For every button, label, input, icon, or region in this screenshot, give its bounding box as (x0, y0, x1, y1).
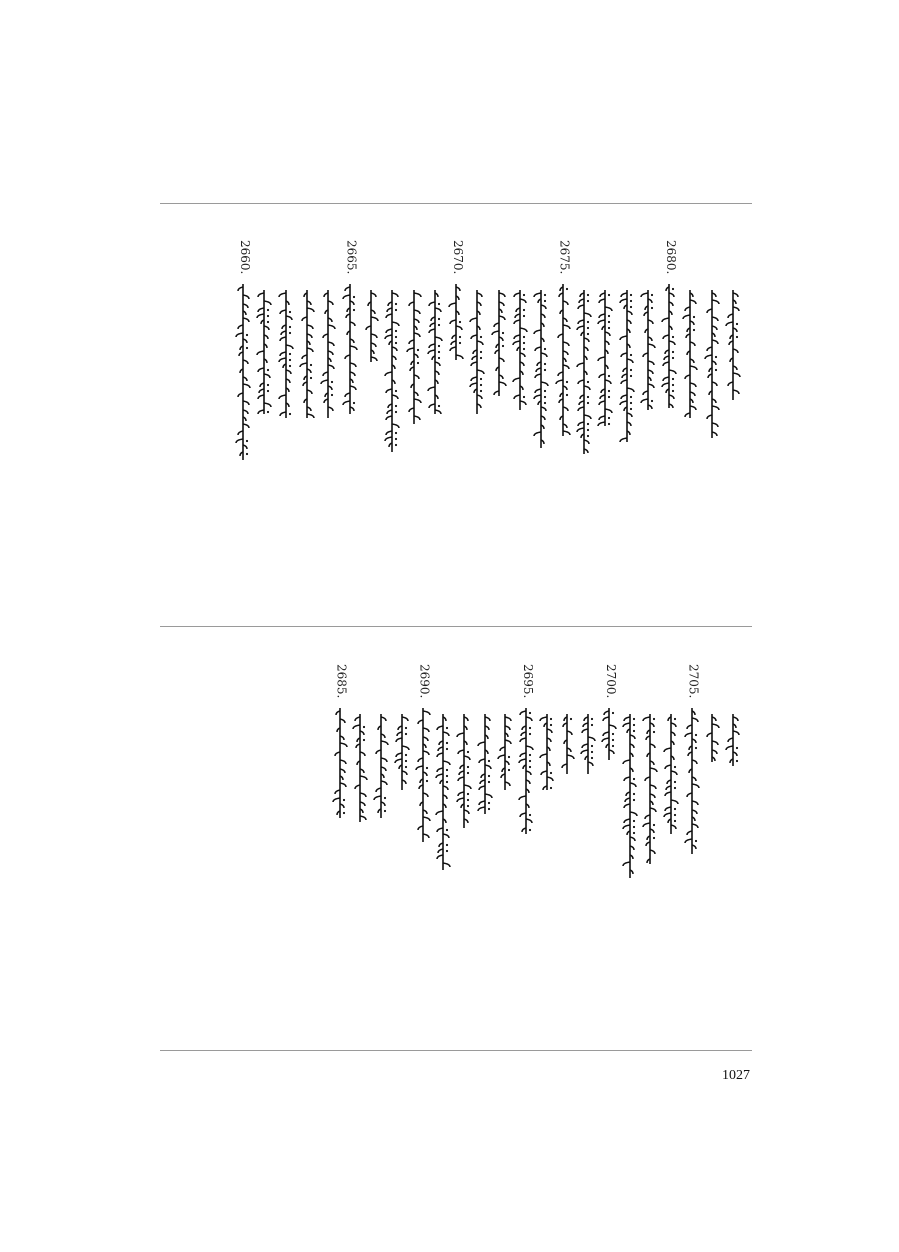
verse-column (554, 240, 572, 490)
mongolian-script-line (496, 714, 514, 790)
mongolian-script-line (476, 714, 494, 814)
verse-number: 2675. (557, 240, 572, 275)
mongolian-script-line (393, 714, 411, 790)
mongolian-script-line (434, 714, 452, 870)
verse-column (434, 664, 452, 914)
mongolian-script-line (277, 290, 295, 418)
verse-column (277, 240, 295, 490)
mongolian-script-line (405, 290, 423, 424)
verse-number: 2665. (344, 240, 359, 275)
mongolian-script-line (426, 290, 444, 414)
verse-column (362, 240, 380, 490)
verse-number: 2690. (417, 664, 432, 699)
verse-column (455, 664, 473, 914)
verse-number: 2660. (238, 240, 253, 275)
mongolian-script-line (234, 284, 252, 460)
mongolian-script-line (600, 708, 618, 760)
mongolian-script-line (683, 708, 701, 854)
top-rule (160, 203, 752, 204)
mongolian-script-line (255, 290, 273, 414)
verse-column (639, 240, 657, 490)
verse-column (331, 664, 349, 914)
mongolian-script-line (703, 714, 721, 762)
mongolian-script-line (298, 290, 316, 418)
verse-column (703, 664, 721, 914)
verse-column (372, 664, 390, 914)
verse-column (681, 240, 699, 490)
mongolian-script-line (341, 284, 359, 414)
mongolian-script-line (319, 290, 337, 418)
verse-column (703, 240, 721, 490)
verse-column (558, 664, 576, 914)
bottom-text-panel (160, 664, 752, 914)
verse-column (517, 664, 535, 914)
mongolian-script-line (641, 714, 659, 864)
mongolian-script-line (554, 284, 572, 436)
mongolian-script-line (455, 714, 473, 828)
mongolian-script-line (383, 290, 401, 452)
mongolian-script-line (468, 290, 486, 414)
verse-column (641, 664, 659, 914)
mongolian-script-line (447, 284, 465, 360)
mongolian-script-line (362, 290, 380, 362)
verse-column (319, 240, 337, 490)
verse-column (476, 664, 494, 914)
mongolian-script-line (703, 290, 721, 438)
verse-number: 2685. (334, 664, 349, 699)
verse-column (724, 240, 742, 490)
mongolian-script-line (490, 290, 508, 396)
verse-column (490, 240, 508, 490)
verse-column (621, 664, 639, 914)
mongolian-script-line (724, 714, 742, 766)
mongolian-script-line (351, 714, 369, 822)
verse-column (298, 240, 316, 490)
mongolian-script-line (575, 290, 593, 454)
verse-column (683, 664, 701, 914)
mongolian-script-line (618, 290, 636, 442)
mongolian-script-line (621, 714, 639, 878)
verse-column (532, 240, 550, 490)
verse-number: 2680. (664, 240, 679, 275)
verse-number: 2700. (603, 664, 618, 699)
verse-column (600, 664, 618, 914)
mongolian-script-line (662, 714, 680, 834)
mongolian-script-line (532, 290, 550, 448)
mongolian-script-line (724, 290, 742, 400)
verse-column (414, 664, 432, 914)
mongolian-script-line (579, 714, 597, 774)
mongolian-script-line (596, 290, 614, 426)
middle-rule (160, 626, 752, 627)
verse-column (341, 240, 359, 490)
mongolian-script-line (639, 290, 657, 410)
mongolian-script-line (660, 284, 678, 408)
top-text-panel (160, 240, 752, 490)
verse-column (596, 240, 614, 490)
verse-number: 2670. (451, 240, 466, 275)
verse-column (255, 240, 273, 490)
bottom-rule (160, 1050, 752, 1051)
verse-column (496, 664, 514, 914)
mongolian-script-line (511, 290, 529, 410)
verse-column (405, 240, 423, 490)
page-number: 1027 (722, 1068, 750, 1083)
verse-column (538, 664, 556, 914)
verse-column (447, 240, 465, 490)
verse-column (468, 240, 486, 490)
verse-column (234, 240, 252, 490)
verse-column (426, 240, 444, 490)
verse-column (351, 664, 369, 914)
mongolian-script-line (331, 708, 349, 818)
verse-column (579, 664, 597, 914)
verse-column (660, 240, 678, 490)
verse-number: 2695. (521, 664, 535, 699)
verse-column (618, 240, 636, 490)
mongolian-script-line (372, 714, 390, 818)
verse-column (393, 664, 411, 914)
mongolian-script-line (558, 714, 576, 774)
mongolian-script-line (414, 708, 432, 842)
mongolian-script-line (538, 714, 556, 790)
mongolian-script-line (517, 708, 535, 834)
verse-number: 2705. (686, 664, 701, 699)
verse-column (662, 664, 680, 914)
verse-column (575, 240, 593, 490)
verse-column (511, 240, 529, 490)
mongolian-script-line (681, 290, 699, 418)
verse-column (383, 240, 401, 490)
verse-column (724, 664, 742, 914)
